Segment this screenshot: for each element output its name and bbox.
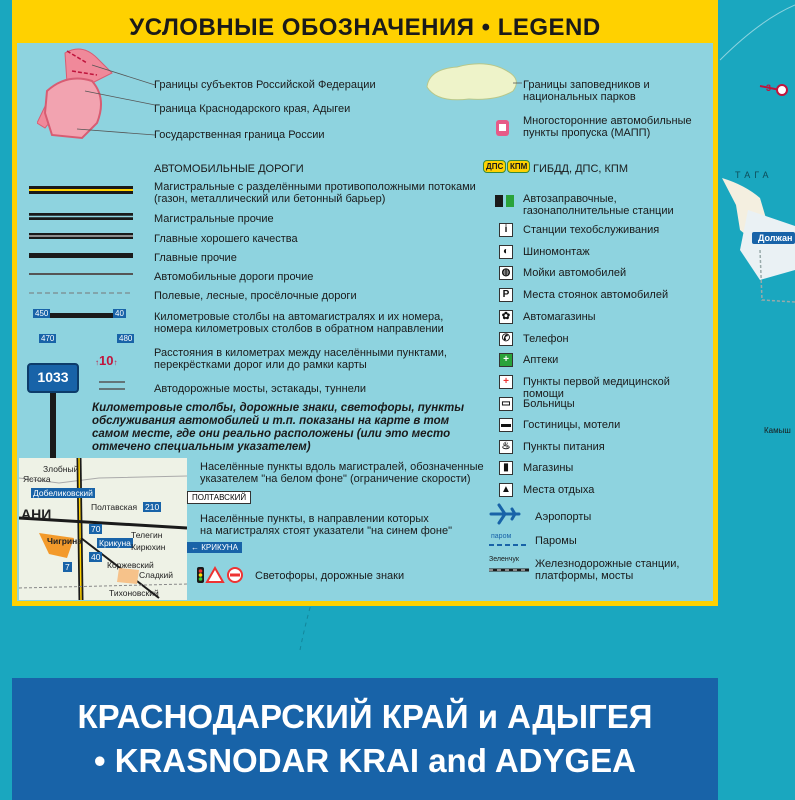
mapp-icon — [495, 117, 511, 139]
parking-icon: P — [499, 288, 513, 302]
road-main-label: Главные прочие — [154, 252, 237, 264]
blue-sign-sample: ← КРИКУНА — [187, 542, 242, 553]
town-label: Должан — [758, 233, 793, 243]
border-krai-label: Граница Краснодарского края, Адыгеи — [154, 103, 351, 115]
fuel-icon — [493, 193, 517, 209]
distance-value: 10 — [99, 353, 114, 368]
blue-sign-label: Населённые пункты, в направлении которых на магистралях стоят указатели "на синем фоне" — [200, 513, 453, 537]
mm-place: Чигрина — [47, 536, 83, 546]
map-marker: 3 — [766, 83, 772, 93]
road-main-good-label: Главные хорошего качества — [154, 233, 298, 245]
mm-place: Полтавская — [91, 502, 138, 512]
legend-title: УСЛОВНЫЕ ОБОЗНАЧЕНИЯ • LEGEND — [129, 14, 601, 41]
rail-line — [487, 565, 531, 575]
mm-place: АНИ — [21, 506, 52, 522]
border-state-label: Государственная граница России — [154, 129, 325, 141]
tyre-icon: ◐ — [499, 245, 513, 259]
mapp-label: Многосторонние автомобильные пункты пропуска (МАПП) — [523, 115, 692, 139]
traffic-label: Светофоры, дорожные знаки — [255, 570, 405, 582]
ferry-tag: паром — [491, 533, 512, 540]
hospital-label: Больницы — [523, 398, 575, 410]
carwash-label: Мойки автомобилей — [523, 267, 627, 279]
gibdd-tag-kpm: КПМ — [507, 160, 530, 173]
sample-minimap — [19, 458, 187, 600]
food-icon: ♨ — [499, 440, 513, 454]
road-divided-label: Магистральные с разделёнными противоположными потоками (газон, металлический или бетонный барьер) — [154, 181, 476, 205]
food-label: Пункты питания — [523, 441, 605, 453]
road-other-label: Автомобильные дороги прочие — [154, 271, 314, 283]
service-station-icon: i — [499, 223, 513, 237]
map-title-box — [12, 678, 718, 800]
village-label: Камыш — [764, 426, 791, 435]
autoshop-icon: ✿ — [499, 310, 513, 324]
roads-header: АВТОМОБИЛЬНЫЕ ДОРОГИ — [154, 163, 304, 175]
km-mark-top-right: 40 — [115, 309, 124, 318]
distances-label: Расстояния в километрах между населёнными пунктами, перекрёстками дорог или до рамки карты — [154, 347, 447, 371]
mm-place: Сладкий — [139, 570, 173, 580]
hotel-icon: ▬ — [501, 419, 511, 430]
mm-place: Ястока — [23, 474, 51, 484]
phone-icon: ✆ — [499, 332, 513, 346]
km-mark-top-left: 450 — [35, 309, 49, 318]
tyre-label: Шиномонтаж — [523, 246, 590, 258]
traffic-signs-icon — [195, 565, 251, 585]
bridge-icon — [97, 379, 127, 393]
legend-body — [17, 43, 713, 601]
ferry-line — [487, 541, 531, 549]
airports-label: Аэропорты — [535, 511, 592, 523]
reserves-label: Границы заповедников и национальных парков — [523, 79, 650, 103]
mm-place: Кирюхин — [131, 542, 166, 552]
rail-tag: Зеленчук — [489, 556, 519, 563]
km-sign-number: 1033 — [37, 369, 69, 385]
shop-label: Магазины — [523, 462, 574, 474]
distance-sample: ↑10↑ — [95, 353, 118, 368]
airplane-icon — [489, 503, 521, 525]
bridges-label: Автодорожные мосты, эстакады, туннели — [154, 383, 367, 395]
pharmacy-label: Аптеки — [523, 354, 559, 366]
mm-road-number: 7 — [65, 562, 70, 572]
ferries-label: Паромы — [535, 535, 577, 547]
hotel-label: Гостиницы, мотели — [523, 419, 621, 431]
km-mark-bottom-right: 480 — [119, 334, 133, 343]
map-title-en: • KRASNODAR KRAI and ADYGEA — [93, 742, 637, 779]
gibdd-label: ГИБДД, ДПС, КПМ — [533, 163, 628, 175]
mm-place: Крикуна — [99, 538, 131, 548]
mm-road-number: 210 — [145, 502, 160, 512]
white-sign-sample: ПОЛТАВСКИЙ — [187, 491, 251, 504]
reserve-icon — [417, 57, 527, 107]
first-aid-icon: + — [499, 375, 513, 389]
pharmacy-icon: + — [499, 353, 513, 367]
placement-note: Километровые столбы, дорожные знаки, светофоры, пункты обслуживания автомобилей и т.п. показаны на карте в том самом месте, где они реально расположены (или это место отмечено специальным указателем) — [92, 402, 465, 453]
rail-label: Железнодорожные станции, платформы, мосты — [535, 558, 680, 582]
service-station-label: Станции техобслуживания — [523, 224, 660, 236]
gibdd-tag-dps: ДПС — [483, 160, 506, 173]
carwash-icon: ◍ — [499, 266, 513, 280]
rest-area-label: Места отдыха — [523, 484, 595, 496]
mm-place: Тихоновский — [109, 588, 159, 598]
mm-road-number: 40 — [91, 552, 101, 562]
white-sign-label: Населённые пункты вдоль магистралей, обозначенные указателем "на белом фоне" (ограничение скорости) — [200, 461, 484, 485]
mm-road-number: 70 — [91, 524, 101, 534]
phone-label: Телефон — [523, 333, 569, 345]
km-mark-bottom-left: 470 — [41, 334, 55, 343]
legend-panel — [12, 0, 718, 606]
mm-place: Добеликовский — [33, 488, 93, 498]
fuel-label: Автозаправочные, газонаполнительные станции — [523, 193, 674, 217]
autoshop-label: Автомагазины — [523, 311, 596, 323]
km-posts-label: Километровые столбы на автомагистралях и их номера, номера километровых столбов в обратном направлении — [154, 311, 444, 335]
mm-place: Телегин — [131, 530, 163, 540]
mm-place: Коржевский — [107, 560, 154, 570]
map-title-ru: КРАСНОДАРСКИЙ КРАЙ и АДЫГЕЯ — [77, 698, 653, 735]
hospital-icon: ▭ — [499, 397, 513, 411]
border-federal-label: Границы субъектов Российской Федерации — [154, 79, 376, 91]
road-field-label: Полевые, лесные, просёлочные дороги — [154, 290, 357, 302]
mm-place: Злобный — [43, 464, 79, 474]
borders-illustration — [37, 43, 167, 143]
shop-icon: ▮ — [499, 461, 513, 475]
sea-label: ТАГА — [735, 170, 773, 180]
rest-area-icon: ▲ — [499, 483, 513, 497]
parking-label: Места стоянок автомобилей — [523, 289, 669, 301]
first-aid-label: Пункты первой медицинской помощи — [523, 376, 670, 400]
road-major-label: Магистральные прочие — [154, 213, 274, 225]
